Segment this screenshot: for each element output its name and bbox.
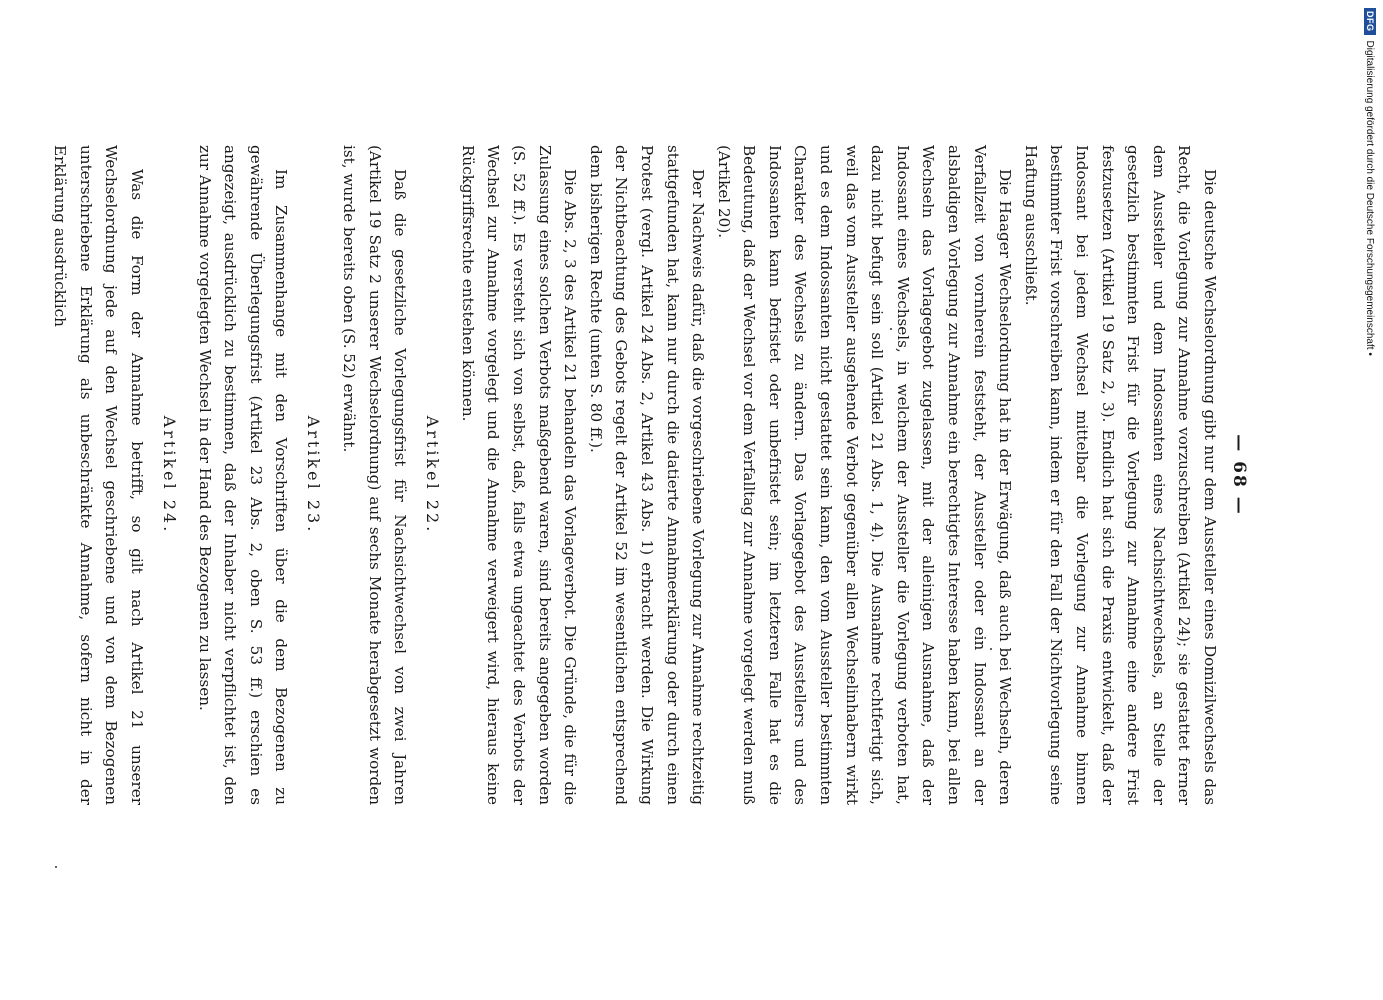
article-23-text: Im Zusammenhange mit den Vorschriften über die dem Bezogenen zu gewährende Überlegungsfrist (Artikel 23 Abs. 2, oben S. 53 ff.) erschien es angezeigt, ausdrücklich zu bestimmen, daß der Inhaber nicht verpflichtet ist, den zur Annahme vorgelegten Wechsel in der Hand des Bezogenen zu lassen. [195,145,291,805]
paragraph: Die Abs. 2, 3 des Artikel 21 behandeln das Vorlageverbot. Die Gründe, die für die Zulassung eines solchen Verbots maßgebend waren, sind bereits angegeben worden (S. 52 ff.). Es versteht sich von selbst, daß, falls etwa ungeachtet des Verbots der Wechsel zur Annahme vorgelegt und die Annahme verweigert wird, hieraus keine Rückgriffsrechte entstehen können. [458,145,580,805]
article-24-text: Was die Form der Annahme betrifft, so gilt nach Artikel 21 unserer Wechselordnung jede auf den Wechsel geschriebene und von dem Bezogenen unterschriebene Erklärung als unbeschränkte Annahme, sofern nicht in der Erklärung ausdrücklich [51,145,147,805]
article-24-heading: Artikel 24. [160,415,180,535]
article-23-heading: Artikel 23. [304,415,324,535]
article-22-text: Daß die gesetzliche Vorlegungsfrist für Nachsichtwechsel von zwei Jahren (Artikel 19 Satz 2 unserer Wechselordnung) auf sechs Monate herabgesetzt worden ist, wurde bereits oben (S. 52) erwähnt. [340,145,410,805]
scan-speck [990,648,992,650]
dfg-logo: DFG [1364,8,1376,35]
page-number: — 68 — [1229,434,1249,516]
page-content [47,145,1250,805]
scan-speck [55,866,57,868]
article-22-heading: Artikel 22. [423,415,443,535]
paragraph: Die Haager Wechselordnung hat in der Erwägung, daß auch bei Wechseln, deren Verfallzeit von vornherein feststeht, der Aussteller oder ein Indossant an der alsbaldigen Vorlegung zur Annahme ein berechtigtes Interesse haben kann, bei allen Wechseln das Vorlagegebot zugelassen, mit der alleinigen Ausnahme, daß der Indossant eines Wechsels, in welchem der Aussteller die Vorlegung verboten hat, dazu nicht befugt sein soll (Artikel 21 Abs. 1, 4). Die Ausnahme rechtfertigt sich, weil das vom Aussteller ausgehende Verbot gegenüber allen Wechselinhabern wirkt und es dem Indossanten nicht gestattet sein kann, den vom Aussteller bestimmten Charakter des Wechsels zu ändern. Das Vorlagegebot des Ausstellers und des Indossanten kann befristet oder unbefristet sein; im letzteren Falle hat es die Bedeutung, daß der Wechsel vor dem Verfalltag zur Annahme vorgelegt werden muß (Artikel 20). [714,145,1015,805]
paragraph: Die deutsche Wechselordnung gibt nur dem Aussteller eines Domizilwechsels das Recht, die Vorlegung zur Annahme vorzuschreiben (Artikel 24); sie gestattet ferner dem Aussteller und dem Indossanten eines Nachsichtwechsels, an Stelle der gesetzlich bestimmten Frist für die Vorlegung zur Annahme eine andere Frist festzusetzen (Artikel 19 Satz 2, 3). Endlich hat sich die Praxis entwickelt, daß der Indossant bei jedem Wechsel mittelbar die Vorlegung zur Annahme binnen bestimmter Frist vorschreiben kann, indem er für den Fall der Nichtvorlegung seine Haftung ausschließt. [1021,145,1219,805]
scan-speck [890,328,892,330]
paragraph: Der Nachweis dafür, daß die vorgeschriebene Vorlegung zur Annahme rechtzeitig stattgefunden hat, kann nur durch die datierte Annahmeerklärung oder durch einen Protest (vergl. Artikel 24 Abs. 2, Artikel 43 Abs. 1) erbracht werden. Die Wirkung der Nichtbeachtung des Gebots regelt der Artikel 52 im wesentlichen entsprechend dem bisherigen Rechte (unten S. 80 ff.). [586,145,708,805]
digitization-sidebar [1360,8,1380,992]
digitization-credit: Digitalisierung gefördert durch die Deutsche Forschungsgemeinschaft • [1364,40,1376,356]
scanned-page [51,145,1250,805]
